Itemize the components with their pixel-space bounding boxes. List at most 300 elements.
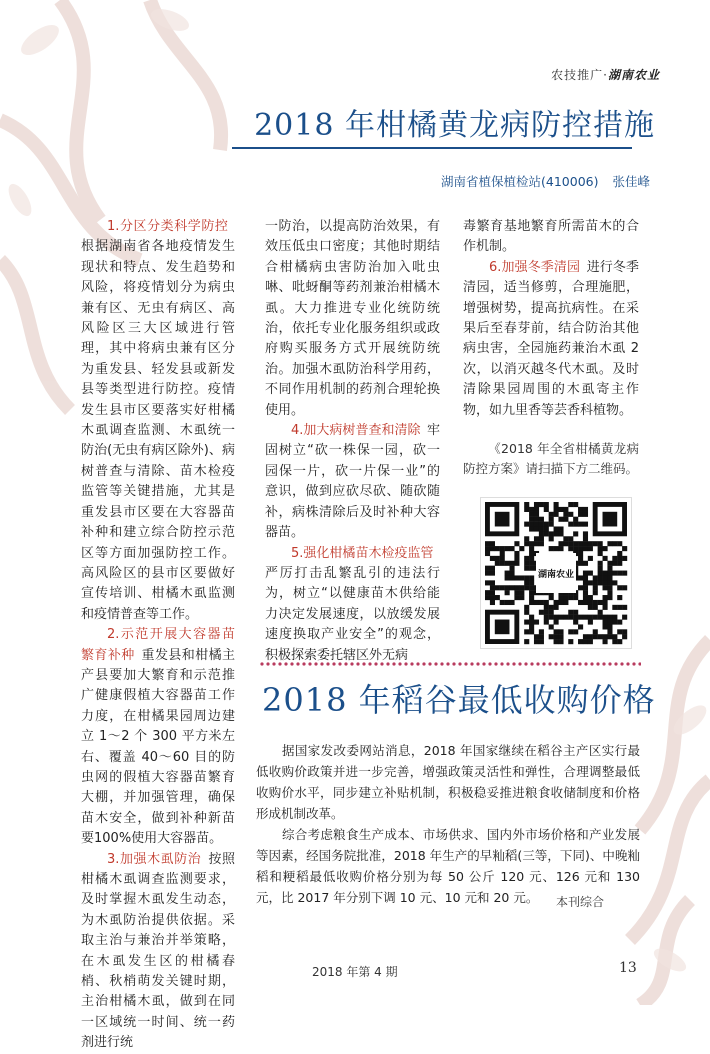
qr-module <box>529 590 534 595</box>
qr-module <box>612 634 617 639</box>
divider-dot <box>536 662 539 665</box>
qr-module <box>588 605 593 610</box>
divider-dot <box>260 662 263 665</box>
qr-module <box>568 536 573 541</box>
qr-module <box>544 507 549 512</box>
qr-module <box>588 580 593 585</box>
qr-module <box>534 512 539 517</box>
qr-module <box>607 624 612 629</box>
qr-module <box>583 507 588 512</box>
article1-title-text: 年柑橘黄龙病防控措施 <box>334 108 655 143</box>
qr-module <box>622 634 627 639</box>
divider-dot <box>512 662 515 665</box>
section-divider <box>259 660 641 668</box>
qr-module <box>598 561 603 566</box>
paragraph-body: 毒繁育基地繁育所需苗木的合作机制。 <box>463 219 639 255</box>
qr-module <box>588 639 593 644</box>
qr-module <box>598 580 603 585</box>
qr-module <box>598 615 603 620</box>
section-heading: 2.示范开展大容器苗繁育补种 <box>81 627 235 663</box>
qr-module <box>544 502 549 507</box>
qr-module <box>558 595 563 600</box>
byline <box>441 172 650 190</box>
qr-module <box>598 551 603 556</box>
qr-module <box>539 639 544 644</box>
divider-dot <box>518 662 521 665</box>
qr-logo-text: 湖南农业 <box>537 570 575 580</box>
qr-module <box>549 536 554 541</box>
section-heading: 6.加强冬季清园 <box>489 259 581 275</box>
qr-module <box>593 605 598 610</box>
qr-module <box>607 615 612 620</box>
qr-module <box>549 595 554 600</box>
qr-module <box>558 517 563 522</box>
qr-module <box>554 507 559 512</box>
qr-module <box>588 541 593 546</box>
qr-module <box>588 615 593 620</box>
qr-module <box>573 502 578 507</box>
qr-module <box>598 575 603 580</box>
qr-module <box>529 595 534 600</box>
qr-module <box>583 634 588 639</box>
qr-module <box>554 546 559 551</box>
qr-module <box>529 541 534 546</box>
qr-module <box>549 634 554 639</box>
qr-module <box>549 517 554 522</box>
qr-module <box>554 512 559 517</box>
qr-module <box>583 546 588 551</box>
qr-module <box>607 634 612 639</box>
qr-module <box>524 541 529 546</box>
qr-module <box>603 556 608 561</box>
qr-module <box>588 620 593 625</box>
qr-module <box>495 546 500 551</box>
divider-dot <box>344 662 347 665</box>
divider-dot <box>380 662 383 665</box>
divider-dot <box>578 662 581 665</box>
paragraph-body: 牢固树立“砍一株保一园，砍一园保一片，砍一片保一业”的意识，做到应砍尽砍、随砍随补，病株清除后及时补种大容器苗。 <box>265 423 440 541</box>
divider-dot <box>476 662 479 665</box>
qr-module <box>622 629 627 634</box>
qr-module <box>622 556 627 561</box>
qr-module <box>519 590 524 595</box>
qr-module <box>617 629 622 634</box>
qr-module <box>583 639 588 644</box>
qr-module <box>509 575 514 580</box>
qr-module <box>490 585 495 590</box>
qr-module <box>529 624 534 629</box>
qr-module <box>578 546 583 551</box>
qr-module <box>534 507 539 512</box>
qr-module <box>598 600 603 605</box>
qr-module <box>514 556 519 561</box>
divider-dot <box>320 662 323 665</box>
qr-module <box>544 600 549 605</box>
qr-module <box>539 600 544 605</box>
qr-module <box>568 541 573 546</box>
qr-module <box>617 561 622 566</box>
article2-source: 本刊综合 <box>556 895 605 909</box>
qr-module <box>607 575 612 580</box>
qr-module <box>622 571 627 576</box>
divider-dot <box>620 662 623 665</box>
divider-dot <box>278 662 281 665</box>
qr-module <box>612 561 617 566</box>
qr-module <box>544 615 549 620</box>
qr-module <box>505 600 510 605</box>
qr-module <box>534 634 539 639</box>
qr-module <box>529 507 534 512</box>
qr-module <box>505 571 510 576</box>
qr-module <box>539 531 544 536</box>
qr-module <box>529 546 534 551</box>
qr-module <box>583 561 588 566</box>
qr-module <box>524 566 529 571</box>
qr-module <box>490 566 495 571</box>
section-heading: 5.强化柑橘苗木检疫监管 <box>291 545 434 561</box>
qr-module <box>539 522 544 527</box>
divider-dot <box>494 662 497 665</box>
paragraph <box>265 217 440 421</box>
paragraph <box>81 625 235 849</box>
qr-module <box>524 536 529 541</box>
qr-module <box>544 526 549 531</box>
qr-module <box>563 600 568 605</box>
qr-module <box>607 541 612 546</box>
qr-module <box>583 585 588 590</box>
qr-module <box>554 620 559 625</box>
qr-module <box>603 546 608 551</box>
qr-module <box>514 585 519 590</box>
divider-dot <box>368 662 371 665</box>
qr-module <box>519 546 524 551</box>
divider-dot <box>428 662 431 665</box>
qr-module <box>490 546 495 551</box>
qr-module <box>598 634 603 639</box>
qr-module <box>534 502 539 507</box>
qr-module <box>558 526 563 531</box>
divider-dot <box>386 662 389 665</box>
qr-module <box>529 556 534 561</box>
divider-dot <box>308 662 311 665</box>
qr-module <box>573 620 578 625</box>
article2-body <box>256 740 640 908</box>
qr-module <box>529 629 534 634</box>
qr-module <box>578 551 583 556</box>
qr-module <box>554 634 559 639</box>
qr-module <box>612 580 617 585</box>
magazine-brand: 湖南农业 <box>607 68 660 82</box>
paragraph <box>265 544 440 666</box>
qr-module <box>534 517 539 522</box>
qr-module <box>524 639 529 644</box>
qr-module <box>583 536 588 541</box>
qr-module <box>568 522 573 527</box>
qr-module <box>603 639 608 644</box>
qr-module <box>578 600 583 605</box>
qr-module <box>534 639 539 644</box>
qr-module <box>603 595 608 600</box>
issue-label: 2018 年第 4 期 <box>312 965 398 979</box>
divider-dot <box>596 662 599 665</box>
qr-module <box>485 551 490 556</box>
qr-module <box>529 566 534 571</box>
qr-module <box>612 615 617 620</box>
qr-module <box>534 600 539 605</box>
qr-module <box>509 561 514 566</box>
qr-module <box>505 575 510 580</box>
article1-title <box>254 100 655 144</box>
qr-module <box>563 512 568 517</box>
qr-module <box>495 561 500 566</box>
qr-module <box>593 590 598 595</box>
qr-module <box>612 541 617 546</box>
divider-dot <box>560 662 563 665</box>
qr-module <box>607 590 612 595</box>
qr-module <box>563 541 568 546</box>
section-label: 农技推广· <box>551 68 608 82</box>
qr-module <box>573 522 578 527</box>
article1-column-2 <box>265 217 440 666</box>
divider-dot <box>614 662 617 665</box>
divider-dot <box>266 662 269 665</box>
qr-module <box>622 615 627 620</box>
qr-module <box>549 610 554 615</box>
qr-finder <box>603 512 618 527</box>
divider-dot <box>296 662 299 665</box>
divider-dot <box>500 662 503 665</box>
section-heading: 1.分区分类科学防控 <box>107 219 229 234</box>
qr-module <box>583 590 588 595</box>
qr-module <box>578 556 583 561</box>
qr-module <box>593 615 598 620</box>
divider-dot <box>290 662 293 665</box>
qr-module <box>583 600 588 605</box>
qr-code[interactable] <box>480 497 632 649</box>
divider-dot <box>506 662 509 665</box>
qr-module <box>603 585 608 590</box>
qr-module <box>603 634 608 639</box>
qr-module <box>534 526 539 531</box>
qr-module <box>563 507 568 512</box>
divider-dot <box>392 662 395 665</box>
article2-title-year: 2018 <box>262 681 348 719</box>
qr-module <box>603 620 608 625</box>
qr-module <box>558 541 563 546</box>
qr-module <box>593 600 598 605</box>
qr-module <box>539 526 544 531</box>
qr-module <box>554 615 559 620</box>
qr-module <box>500 561 505 566</box>
qr-module <box>490 590 495 595</box>
qr-module <box>529 551 534 556</box>
qr-module <box>485 571 490 576</box>
qr-module <box>573 629 578 634</box>
divider-dot <box>632 662 635 665</box>
qr-module <box>622 585 627 590</box>
qr-code-icon <box>481 498 631 648</box>
paragraph <box>81 217 235 625</box>
qr-module <box>558 615 563 620</box>
qr-module <box>524 502 529 507</box>
qr-module <box>514 590 519 595</box>
divider-dot <box>464 662 467 665</box>
qr-module <box>485 595 490 600</box>
paragraph-body: 重发县和柑橘主产县要加大繁育和示范推广健康假植大容器苗工作力度，在柑橘果园周边建立 1～2 个 300 平方米左右、覆盖 40～60 目的防虫网的假植大容器苗繁育大棚，并加强管理，确保苗木安全，做到补种新苗要100%使用大容器苗。 <box>81 647 235 847</box>
qr-module <box>568 615 573 620</box>
qr-module <box>490 580 495 585</box>
divider-dot <box>524 662 527 665</box>
qr-module <box>490 571 495 576</box>
qr-module <box>544 522 549 527</box>
qr-module <box>583 522 588 527</box>
qr-module <box>588 595 593 600</box>
qr-module <box>612 571 617 576</box>
divider-dot <box>446 662 449 665</box>
qr-module <box>505 546 510 551</box>
qr-module <box>534 620 539 625</box>
qr-module <box>490 600 495 605</box>
qr-module <box>529 512 534 517</box>
qr-module <box>519 595 524 600</box>
section-heading: 3.加强木虱防治 <box>107 851 202 867</box>
qr-module <box>500 546 505 551</box>
divider-dot <box>398 662 401 665</box>
qr-module <box>568 629 573 634</box>
qr-module <box>588 600 593 605</box>
qr-module <box>509 546 514 551</box>
qr-module <box>539 610 544 615</box>
paragraph-body: 按照柑橘木虱调查监测要求，及时掌握木虱发生动态，为木虱防治提供依据。采取主治与兼治并举策略，在木虱发生区的柑橘春梢、秋梢萌发关键时期，主治柑橘木虱，做到在同一区域统一时间、统一药剂进行统 <box>81 851 235 1051</box>
article1-column-1 <box>81 217 235 1054</box>
qr-module <box>617 585 622 590</box>
qr-module <box>549 615 554 620</box>
qr-module <box>568 610 573 615</box>
qr-module <box>554 600 559 605</box>
qr-module <box>554 526 559 531</box>
divider-dot <box>272 662 275 665</box>
qr-module <box>529 561 534 566</box>
qr-module <box>593 634 598 639</box>
qr-module <box>617 556 622 561</box>
divider-dot <box>554 662 557 665</box>
qr-module <box>583 595 588 600</box>
qr-module <box>539 629 544 634</box>
qr-module <box>544 620 549 625</box>
qr-module <box>524 507 529 512</box>
divider-dot <box>422 662 425 665</box>
divider-dot <box>590 662 593 665</box>
qr-module <box>485 590 490 595</box>
article2-title-text: 年稻谷最低收购价格 <box>347 681 656 719</box>
qr-module <box>534 522 539 527</box>
qr-module <box>603 600 608 605</box>
qr-module <box>558 507 563 512</box>
article2-title <box>262 675 656 721</box>
qr-module <box>617 605 622 610</box>
qr-module <box>617 639 622 644</box>
qr-module <box>500 551 505 556</box>
qr-module <box>612 620 617 625</box>
qr-module <box>607 585 612 590</box>
qr-module <box>485 546 490 551</box>
qr-module <box>573 615 578 620</box>
qr-module <box>514 541 519 546</box>
paragraph <box>81 850 235 1054</box>
divider-dot <box>404 662 407 665</box>
qr-module <box>578 624 583 629</box>
qr-module <box>612 639 617 644</box>
qr-module <box>524 580 529 585</box>
qr-module <box>558 634 563 639</box>
qr-module <box>573 546 578 551</box>
divider-dot <box>302 662 305 665</box>
qr-module <box>509 585 514 590</box>
qr-module <box>485 566 490 571</box>
qr-module <box>622 546 627 551</box>
paragraph-body: 根据湖南省各地疫情发生现状和特点、发生趋势和风险，将疫情划分为病虫兼有区、无虫有病区、高风险区三大区域进行管理，其中将病虫兼有区分为重发县、轻发县或新发县等类型进行防控。疫情发生县市区要落实好柑橘木虱调查监测、木虱统一防治(无虫有病区除外)、病树普查与清除、苗木检疫监管等关键措施，尤其是重发县市区要在大容器苗补种和建立综合防控示范区等方面加强防控工作。高风险区的县市区要做好宣传培训、柑橘木虱监测和疫情普查等工作。 <box>81 239 235 622</box>
title-underline <box>232 147 632 149</box>
qr-module <box>524 561 529 566</box>
qr-module <box>573 531 578 536</box>
divider-dot <box>584 662 587 665</box>
qr-module <box>554 605 559 610</box>
qr-module <box>573 595 578 600</box>
qr-module <box>603 605 608 610</box>
qr-module <box>598 571 603 576</box>
qr-module <box>568 546 573 551</box>
author-name: 张佳峰 <box>612 174 650 189</box>
qr-module <box>524 605 529 610</box>
qr-module <box>583 531 588 536</box>
section-heading: 4.加大病树普查和清除 <box>291 423 421 439</box>
qr-module <box>500 600 505 605</box>
divider-dot <box>434 662 437 665</box>
divider-dot <box>482 662 485 665</box>
qr-module <box>539 536 544 541</box>
divider-dot <box>638 662 641 665</box>
qr-module <box>607 595 612 600</box>
qr-module <box>603 575 608 580</box>
qr-module <box>612 605 617 610</box>
article1-title-year: 2018 <box>254 108 335 143</box>
qr-module <box>529 575 534 580</box>
divider-dot <box>458 662 461 665</box>
qr-module <box>617 620 622 625</box>
divider-dot <box>350 662 353 665</box>
qr-module <box>558 531 563 536</box>
qr-module <box>617 571 622 576</box>
qr-module <box>578 639 583 644</box>
qr-module <box>603 580 608 585</box>
qr-module <box>549 546 554 551</box>
qr-module <box>617 551 622 556</box>
qr-module <box>539 634 544 639</box>
qr-module <box>524 629 529 634</box>
qr-module <box>505 561 510 566</box>
qr-module <box>593 541 598 546</box>
qr-module <box>500 556 505 561</box>
qr-module <box>583 615 588 620</box>
divider-dot <box>410 662 413 665</box>
divider-dot <box>374 662 377 665</box>
qr-module <box>509 566 514 571</box>
qr-module <box>554 629 559 634</box>
qr-module <box>598 610 603 615</box>
qr-module <box>539 517 544 522</box>
qr-module <box>485 541 490 546</box>
paragraph <box>265 421 440 543</box>
